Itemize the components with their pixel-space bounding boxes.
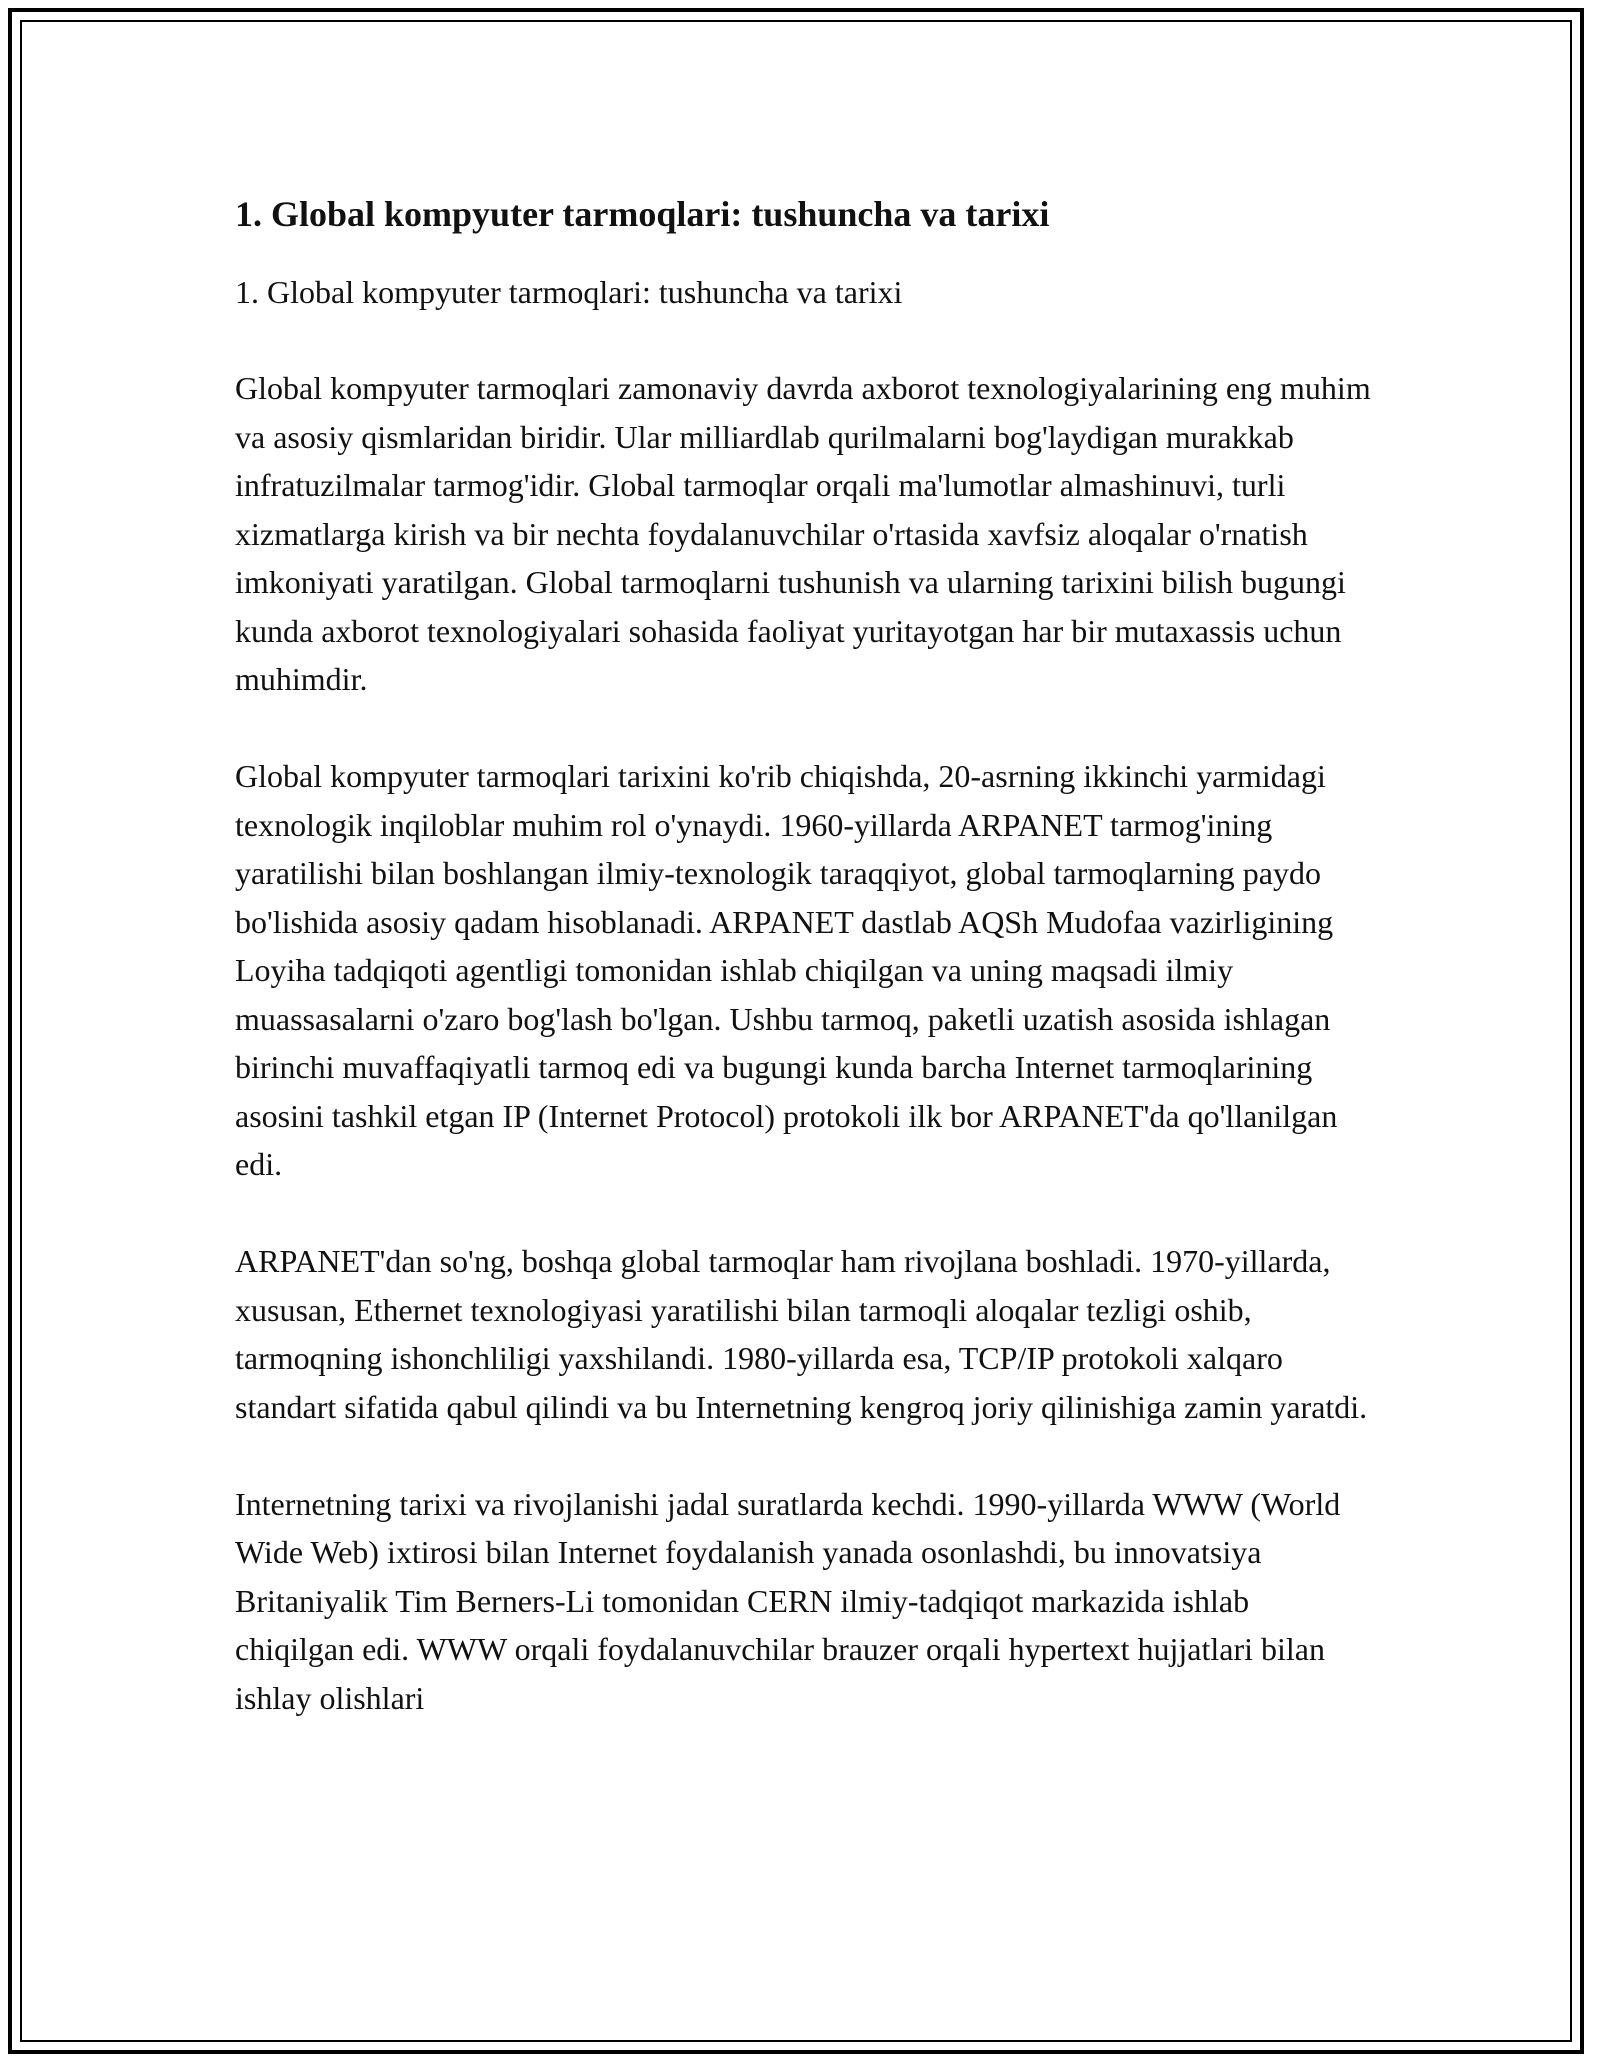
document-subheading: 1. Global kompyuter tarmoqlari: tushuncha va tarixi	[235, 274, 903, 310]
document-body	[235, 190, 1375, 1771]
paragraph-2: Global kompyuter tarmoqlari tarixini ko'rib chiqishda, 20-asrning ikkinchi yarmidagi texnologik inqiloblar muhim rol o'ynaydi. 1960-yillarda ARPANET tarmog'ining yaratilishi bilan boshlangan ilmiy-texnologik taraqqiyot, global tarmoqlarning paydo bo'lishida asosiy qadam hisoblanadi. ARPANET dastlab AQSh Mudofaa vazirligining Loyiha tadqiqoti agentligi tomonidan ishlab chiqilgan va uning maqsadi ilmiy muassasalarni o'zaro bog'lash bo'lgan. Ushbu tarmoq, paketli uzatish asosida ishlagan birinchi muvaffaqiyatli tarmoq edi va bugungi kunda barcha Internet tarmoqlarining asosini tashkil etgan IP (Internet Protocol) protokoli ilk bor ARPANET'da qo'llanilgan edi.	[235, 758, 1338, 1182]
paragraph-3: ARPANET'dan so'ng, boshqa global tarmoqlar ham rivojlana boshladi. 1970-yillarda, xususan, Ethernet texnologiyasi yaratilishi bilan tarmoqli aloqalar tezligi oshib, tarmoqning ishonchliligi yaxshilandi. 1980-yillarda esa, TCP/IP protokoli xalqaro standart sifatida qabul qilindi va bu Internetning kengroq joriy qilinishiga zamin yaratdi.	[235, 1243, 1368, 1425]
paragraph-1: Global kompyuter tarmoqlari zamonaviy davrda axborot texnologiyalarining eng muhim va asosiy qismlaridan biridir. Ular milliardlab qurilmalarni bog'laydigan murakkab infratuzilmalar tarmog'idir. Global tarmoqlar orqali ma'lumotlar almashinuvi, turli xizmatlarga kirish va bir nechta foydalanuvchilar o'rtasida xavfsiz aloqalar o'rnatish imkoniyati yaratilgan. Global tarmoqlarni tushunish va ularning tarixini bilish bugungi kunda axborot texnologiyalari sohasida faoliyat yuritayotgan har bir mutaxassis uchun muhimdir.	[235, 370, 1371, 697]
paragraph-4: Internetning tarixi va rivojlanishi jadal suratlarda kechdi. 1990-yillarda WWW (World Wide Web) ixtirosi bilan Internet foydalanish yanada osonlashdi, bu innovatsiya Britaniyalik Tim Berners-Li tomonidan CERN ilmiy-tadqiqot markazida ishlab chiqilgan edi. WWW orqali foydalanuvchilar brauzer orqali hypertext hujjatlari bilan ishlay olishlari	[235, 1485, 1341, 1716]
document-heading: 1. Global kompyuter tarmoqlari: tushuncha va tarixi	[235, 194, 1050, 234]
